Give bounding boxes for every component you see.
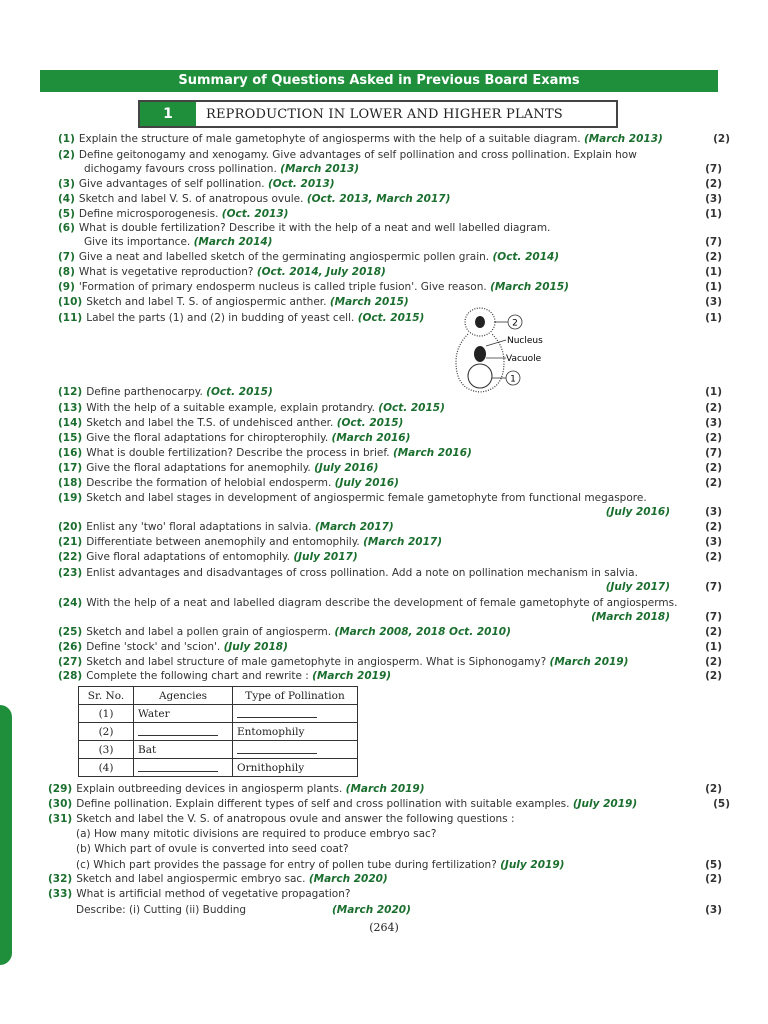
question-text: What is vegetative reproduction? [78,266,254,278]
question-date: (Oct. 2015) [206,386,273,398]
question-date: (Oct. 2015) [336,417,404,429]
question-text: Sketch and label the V. S. of anatropous ovule and answer the following questions : [76,813,515,825]
question-number: (18) [58,477,83,489]
question-number: (24) [58,597,83,609]
question-text: Define microsporogenesis. [78,208,219,220]
question-text: What is double fertilization? Describe the process in brief. [86,447,390,459]
question-6 [58,221,722,249]
question-marks: (7) [705,236,722,248]
question-number: (22) [58,551,83,563]
question-text: Enlist any 'two' floral adaptations in salvia. [86,521,312,533]
question-date: (March 2014) [193,236,273,248]
question-number: (7) [58,251,75,263]
question-marks: (3) [705,417,722,429]
question-date: (Oct. 2013, March 2017) [306,193,451,205]
question-date: (July 2017) [605,581,670,593]
question-24 [58,596,722,623]
question-marks: (3) [705,193,722,205]
table-cell-blank [134,759,233,777]
question-number: (29) [48,783,73,795]
table-cell: Entomophily [233,723,358,741]
question-text: What is double fertilization? Describe it with the help of a neat and well labelled diagram. [78,222,551,234]
question-text: Sketch and label a pollen grain of angiosperm. [86,626,332,638]
table-cell: Ornithophily [233,759,358,777]
table-cell: (3) [79,741,134,759]
question-date: (March 2016) [331,432,411,444]
question-number: (25) [58,626,83,638]
table-row [79,759,358,777]
question-number: (11) [58,312,83,324]
question-marks: (7) [705,581,722,593]
question-number: (26) [58,641,83,653]
chapter-heading [138,100,618,128]
question-14 [58,416,722,430]
question-marks: (2) [705,551,722,563]
question-text: Describe: (i) Cutting (ii) Budding [76,904,247,916]
question-date: (March 2018) [591,611,670,623]
question-text: Describe the formation of helobial endosperm. [86,477,332,489]
question-17 [58,461,722,475]
q31-sub-c [76,858,722,872]
table-cell-blank [233,705,358,723]
question-date: (Oct. 2015) [378,402,445,414]
question-date: (March 2013) [280,163,360,175]
question-number: (6) [58,222,75,234]
question-date: (March 2015) [490,281,569,293]
question-text: Define parthenocarpy. [86,386,203,398]
question-32 [48,872,722,886]
question-date: (July 2019) [500,859,565,871]
question-marks: (1) [705,208,722,220]
question-1 [58,132,730,146]
question-15 [58,431,722,445]
vacuole-label: Vacuole [506,354,542,364]
question-10 [58,295,722,309]
question-marks: (1) [705,386,722,398]
question-31 [48,812,722,826]
question-text: Differentiate between anemophily and entomophily. [86,536,360,548]
question-text: With the help of a suitable example, explain protandry. [86,402,375,414]
question-marks: (3) [705,506,722,518]
question-number: (10) [58,296,83,308]
table-header: Sr. No. [79,687,134,705]
question-13 [58,401,722,415]
question-19 [58,491,722,518]
question-text: Define pollination. Explain different types of self and cross pollination with suitable examples. [76,798,570,810]
question-text: Sketch and label stages in development of angiospermic female gametophyte from functional megaspore. [86,492,647,504]
table-cell: Bat [134,741,233,759]
question-text: Give the floral adaptations for anemophily. [86,462,311,474]
question-marks: (2) [705,178,722,190]
question-number: (12) [58,386,83,398]
question-8 [58,265,722,279]
question-date: (March 2019) [312,670,392,682]
question-date: (March 2015) [329,296,409,308]
fill-in-blank [138,725,218,736]
question-number: (17) [58,462,83,474]
question-marks: (2) [705,783,722,795]
question-date: (Oct. 2015) [357,312,425,324]
question-marks: (1) [705,312,722,324]
question-22 [58,550,722,564]
question-date: (July 2018) [223,641,288,653]
table-header: Agencies [134,687,233,705]
question-date: (March 2020) [332,904,411,916]
question-7 [58,250,722,264]
question-12 [58,385,722,399]
question-5 [58,207,722,221]
question-number: (31) [48,813,73,825]
question-date: (July 2016) [605,506,670,518]
question-number: (30) [48,798,73,810]
question-3 [58,177,722,191]
question-text: Define 'stock' and 'scion'. [86,641,221,653]
question-text: Sketch and label structure of male gametophyte in angiosperm. What is Siphonogamy? [86,656,547,668]
table-cell-blank [233,741,358,759]
fill-in-blank [237,743,317,754]
question-marks: (1) [705,641,722,653]
question-text: (c) Which part provides the passage for entry of pollen tube during fertilization? [76,859,497,871]
question-number: (33) [48,888,73,900]
question-text-continued: Give its importance. [84,236,191,248]
question-marks: (3) [705,536,722,548]
question-16 [58,446,722,460]
table-cell: (1) [79,705,134,723]
question-marks: (2) [705,402,722,414]
q33-sub [76,903,722,917]
table-row [79,723,358,741]
question-date: (Oct. 2013) [267,178,335,190]
question-2 [58,148,722,176]
question-date: (March 2013) [583,133,663,145]
question-text: Define geitonogamy and xenogamy. Give advantages of self pollination and cross pollination. Explain how [78,149,637,161]
question-date: (March 2008, 2018 Oct. 2010) [334,626,511,638]
question-text: Give a neat and labelled sketch of the germinating angiospermic pollen grain. [78,251,490,263]
question-marks: (3) [705,296,722,308]
question-date: (July 2016) [314,462,379,474]
question-marks: (2) [705,251,722,263]
question-marks: (2) [705,521,722,533]
table-row [79,705,358,723]
question-number: (19) [58,492,83,504]
question-number: (13) [58,402,83,414]
question-number: (20) [58,521,83,533]
question-text: Give advantages of self pollination. [78,178,265,190]
question-25 [58,625,722,639]
question-number: (28) [58,670,83,682]
question-number: (2) [58,149,75,161]
question-number: (1) [58,133,75,145]
question-27 [58,655,722,669]
question-date: (July 2019) [572,798,638,810]
question-text-continued: dichogamy favours cross pollination. [84,163,277,175]
question-date: (July 2016) [334,477,399,489]
question-number: (16) [58,447,83,459]
question-text: Sketch and label V. S. of anatropous ovule. [78,193,304,205]
question-marks: (2) [705,873,722,885]
question-marks: (2) [705,462,722,474]
cell-nucleus [474,346,486,362]
pointer-line [486,340,506,346]
question-number: (14) [58,417,83,429]
table-cell: Water [134,705,233,723]
question-date: (March 2019) [549,656,629,668]
question-9 [58,280,722,294]
question-text: Give floral adaptations of entomophily. [86,551,290,563]
question-date: (Oct. 2014, July 2018) [256,266,386,278]
question-marks: (7) [705,611,722,623]
question-number: (23) [58,567,83,579]
question-marks: (1) [705,266,722,278]
question-4 [58,192,722,206]
chapter-number: 1 [140,102,196,126]
question-text: What is artificial method of vegetative propagation? [76,888,351,900]
fill-in-blank [138,761,218,772]
question-text: Give the floral adaptations for chiropterophily. [86,432,329,444]
question-marks: (2) [713,133,730,145]
question-date: (March 2016) [392,447,472,459]
table-cell: (2) [79,723,134,741]
question-text: Sketch and label the T.S. of undehisced anther. [86,417,334,429]
q31-sub-a: (a) How many mitotic divisions are required to produce embryo sac? [76,828,437,840]
question-number: (32) [48,873,73,885]
question-text: Enlist advantages and disadvantages of cross pollination. Add a note on pollination mechanism in salvia. [86,567,638,579]
table-header: Type of Pollination [233,687,358,705]
question-marks: (2) [705,670,722,682]
question-20 [58,520,722,534]
question-marks: (3) [705,904,722,916]
table-cell: (4) [79,759,134,777]
question-number: (8) [58,266,75,278]
question-marks: (2) [705,626,722,638]
q31-sub-b: (b) Which part of ovule is converted into seed coat? [76,843,349,855]
yeast-budding-diagram [440,306,570,396]
question-number: (21) [58,536,83,548]
label-1: 1 [510,374,516,385]
question-text: Label the parts (1) and (2) in budding of yeast cell. [86,312,355,324]
question-11 [58,311,722,325]
table-cell-blank [134,723,233,741]
question-text: With the help of a neat and labelled diagram describe the development of female gametophyte of angiosperms. [86,597,678,609]
question-marks: (5) [705,859,722,871]
bud-nucleus [475,316,485,328]
question-marks: (2) [705,477,722,489]
question-marks: (5) [713,798,730,810]
question-text: Sketch and label angiospermic embryo sac. [76,873,306,885]
question-number: (15) [58,432,83,444]
question-date: (Oct. 2014) [492,251,560,263]
question-number: (5) [58,208,75,220]
question-number: (9) [58,281,75,293]
question-number: (27) [58,656,83,668]
question-text: Sketch and label T. S. of angiospermic anther. [86,296,327,308]
nucleus-label: Nucleus [507,336,543,346]
question-text: Complete the following chart and rewrite : [86,670,309,682]
table-row [79,741,358,759]
question-30 [48,797,730,811]
table-header-row [79,687,358,705]
question-marks: (2) [705,656,722,668]
fill-in-blank [237,707,317,718]
question-date: (March 2017) [314,521,394,533]
question-number: (3) [58,178,75,190]
question-date: (July 2017) [293,551,358,563]
question-date: (Oct. 2013) [221,208,289,220]
pollination-table [78,686,358,777]
question-date: (March 2017) [363,536,442,548]
question-33 [48,887,722,901]
question-marks: (7) [705,447,722,459]
section-banner: Summary of Questions Asked in Previous Board Exams [40,70,718,92]
question-21 [58,535,722,549]
question-marks: (7) [705,163,722,175]
question-date: (March 2019) [345,783,425,795]
label-2: 2 [512,318,518,329]
question-28 [58,669,722,683]
question-26 [58,640,722,654]
question-date: (March 2020) [308,873,388,885]
question-23 [58,566,722,593]
question-text: 'Formation of primary endosperm nucleus is called triple fusion'. Give reason. [78,281,487,293]
page-number: (264) [369,921,399,934]
question-marks: (2) [705,432,722,444]
question-text: Explain the structure of male gametophyte of angiosperms with the help of a suitable diagram. [78,133,581,145]
question-marks: (1) [705,281,722,293]
chapter-title: REPRODUCTION IN LOWER AND HIGHER PLANTS [206,106,563,122]
question-29 [48,782,722,796]
question-18 [58,476,722,490]
question-text: Explain outbreeding devices in angiosperm plants. [76,783,343,795]
question-number: (4) [58,193,75,205]
